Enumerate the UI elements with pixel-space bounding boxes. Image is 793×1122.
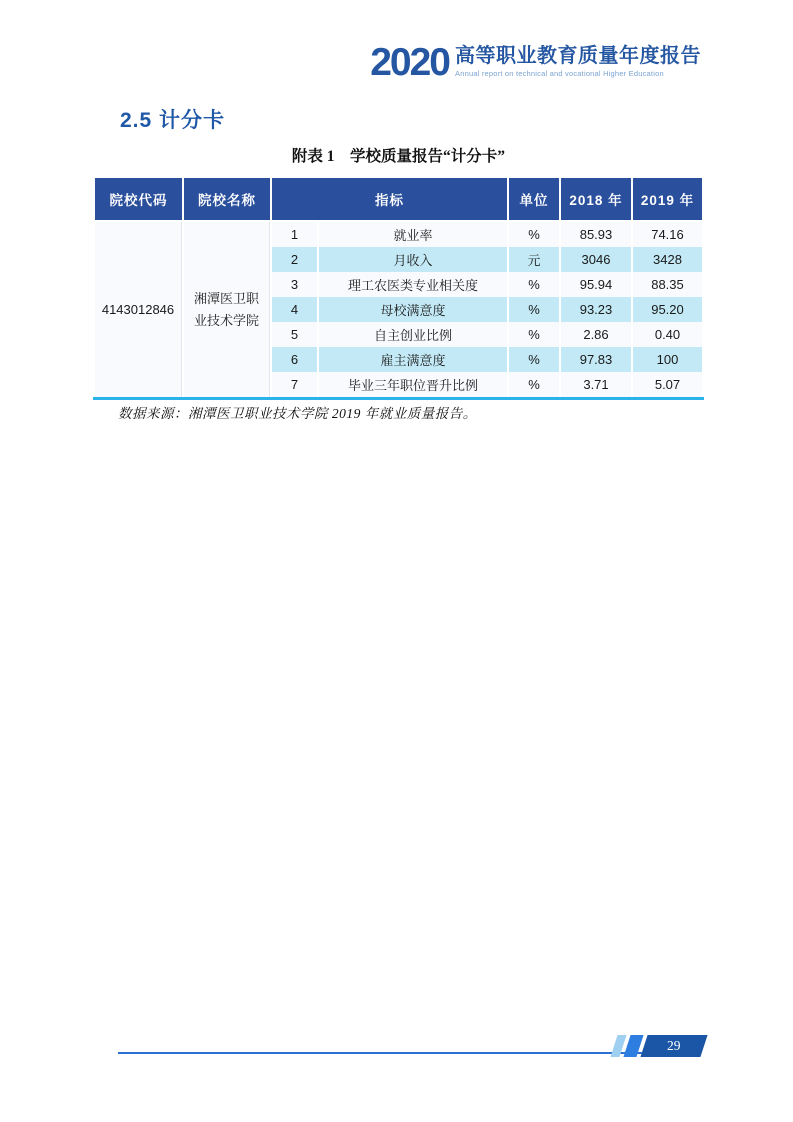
row-2018-value: 3.71 [561,372,631,397]
col-header-2018: 2018 年 [561,178,631,222]
row-indicator: 就业率 [319,222,507,247]
logo-text-block [455,44,701,78]
table-caption: 附表 1 学校质量报告“计分卡” [291,148,506,165]
row-2019-value: 5.07 [633,372,702,397]
row-unit: % [509,297,559,322]
row-2019-value: 0.40 [633,322,702,347]
table-bottom-accent-line [93,397,704,400]
row-no: 3 [272,272,317,297]
college-name-cell: 湘潭医卫职业技术学院 [184,222,270,397]
row-2018-value: 2.86 [561,322,631,347]
row-2018-value: 97.83 [561,347,631,372]
row-2019-value: 88.35 [633,272,702,297]
row-indicator: 雇主满意度 [319,347,507,372]
row-no: 7 [272,372,317,397]
row-unit: % [509,322,559,347]
scorecard-table [93,178,704,397]
page-number-badge [614,1035,704,1057]
row-unit: % [509,347,559,372]
row-2018-value: 95.94 [561,272,631,297]
footer-rule [118,1052,642,1054]
page-number [640,1035,707,1057]
row-unit: % [509,272,559,297]
row-2018-value: 85.93 [561,222,631,247]
logo-year: 2020 [370,41,449,84]
row-no: 1 [272,222,317,247]
data-source-note: 数据来源：湘潭医卫职业技术学院 2019 年就业质量报告。 [118,406,477,421]
logo-title: 高等职业教育质量年度报告 [455,45,701,67]
row-indicator: 月收入 [319,247,507,272]
table-header-row [95,178,702,222]
row-indicator: 理工农医类专业相关度 [319,272,507,297]
row-no: 4 [272,297,317,322]
row-unit: % [509,222,559,247]
col-header-2019: 2019 年 [633,178,702,222]
report-logo [370,41,701,84]
col-header-unit: 单位 [509,178,559,222]
row-indicator: 自主创业比例 [319,322,507,347]
table-row [95,222,702,247]
row-2019-value: 3428 [633,247,702,272]
col-header-name: 院校名称 [184,178,270,222]
row-2019-value: 74.16 [633,222,702,247]
section-title: 2.5 计分卡 [120,109,226,132]
row-2019-value: 95.20 [633,297,702,322]
page-number-text: 29 [667,1038,681,1053]
row-no: 6 [272,347,317,372]
row-2018-value: 3046 [561,247,631,272]
row-unit: % [509,372,559,397]
row-2018-value: 93.23 [561,297,631,322]
row-unit: 元 [509,247,559,272]
row-2019-value: 100 [633,347,702,372]
col-header-code: 院校代码 [95,178,182,222]
row-indicator: 毕业三年职位晋升比例 [319,372,507,397]
row-no: 5 [272,322,317,347]
logo-subtitle: Annual report on technical and vocational Higher Education [455,69,664,78]
row-indicator: 母校满意度 [319,297,507,322]
college-code-cell: 4143012846 [95,222,182,397]
row-no: 2 [272,247,317,272]
col-header-indicator: 指标 [272,178,507,222]
